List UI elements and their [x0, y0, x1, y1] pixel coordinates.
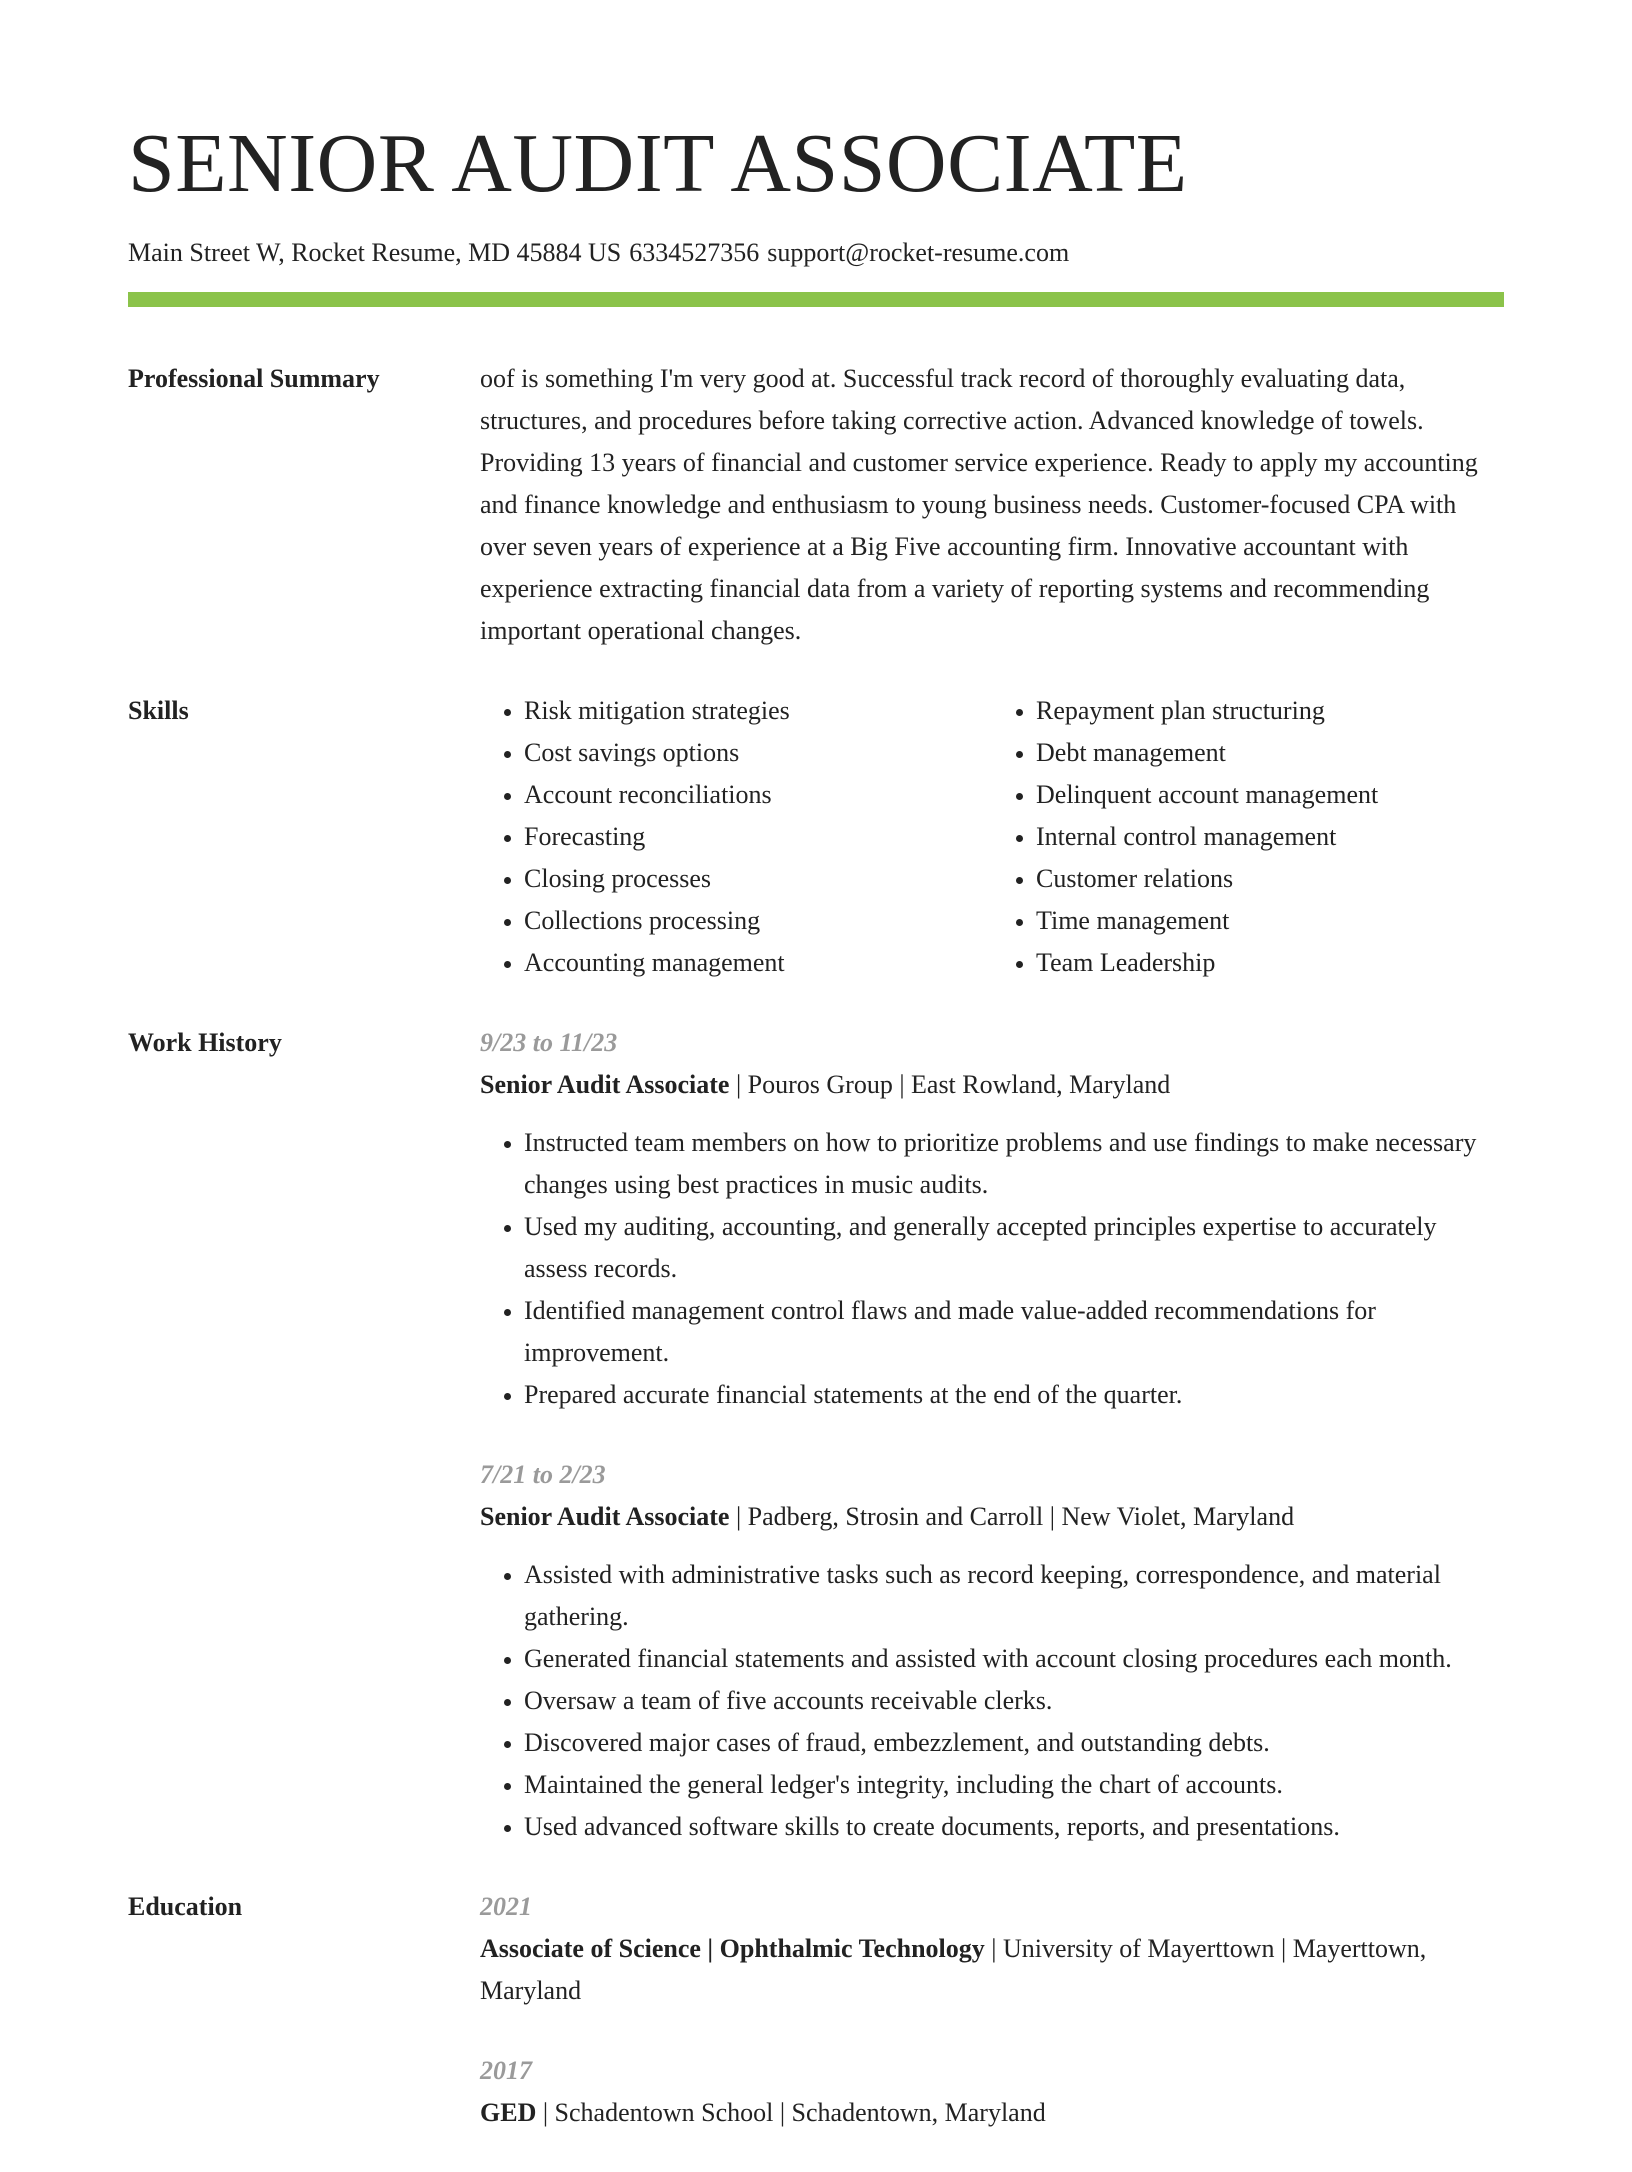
education-entry [480, 2050, 1504, 2134]
summary-section [128, 358, 1504, 652]
contact-line [128, 236, 1504, 270]
education-heading: Education [128, 1891, 243, 1921]
education-date: 2017 [480, 2055, 532, 2085]
education-line [480, 1928, 1504, 2012]
job-bullet: • Discovered major cases of fraud, embezzlement, and outstanding debts. [524, 1722, 1504, 1764]
education-degree: GED [480, 2097, 537, 2127]
job-position: Senior Audit Associate [480, 1501, 730, 1531]
skill-item: • Forecasting [524, 816, 992, 858]
summary-heading: Professional Summary [128, 363, 380, 393]
education-degree: Associate of Science | Ophthalmic Technology [480, 1933, 985, 1963]
job-role-line [480, 1064, 1504, 1106]
education-date: 2021 [480, 1891, 532, 1921]
job-bullet: • Generated financial statements and assisted with account closing procedures each month. [524, 1638, 1504, 1680]
job-details: | Padberg, Strosin and Carroll | New Violet, Maryland [729, 1501, 1295, 1531]
skill-item: • Cost savings options [524, 732, 992, 774]
contact-address: Main Street W, Rocket Resume, MD 45884 US [128, 238, 622, 267]
resume-title: SENIOR AUDIT ASSOCIATE [128, 117, 1188, 210]
skill-item: • Accounting management [524, 942, 992, 984]
job-bullet: • Instructed team members on how to prioritize problems and use findings to make necessary changes using best practices in music audits. [524, 1122, 1504, 1206]
education-section [128, 1886, 1504, 2172]
work-history-section [128, 1022, 1504, 1848]
job-position: Senior Audit Associate [480, 1069, 730, 1099]
skill-item: • Internal control management [1036, 816, 1504, 858]
skill-item: • Risk mitigation strategies [524, 690, 992, 732]
skill-item: • Time management [1036, 900, 1504, 942]
education-details: | Schadentown School | Schadentown, Maryland [536, 2097, 1046, 2127]
work-history-heading: Work History [128, 1027, 282, 1057]
summary-text: oof is something I'm very good at. Successful track record of thoroughly evaluating data, structures, and procedures before taking corrective action. Advanced knowledge of towels. Providing 13 years of financial and customer service experience. Ready to apply my accounting and finance knowledge and enthusiasm to young business needs. Customer-focused CPA with over seven years of experience at a Big Five accounting firm. Innovative accountant with experience extracting financial data from a variety of reporting systems and recommending important operational changes. [480, 363, 1478, 645]
job-bullets [480, 1122, 1504, 1416]
contact-phone: 6334527356 [629, 238, 760, 267]
job-bullet: • Used my auditing, accounting, and generally accepted principles expertise to accurately assess records. [524, 1206, 1504, 1290]
job-bullets [480, 1554, 1504, 1848]
skills-heading: Skills [128, 695, 189, 725]
job-details: | Pouros Group | East Rowland, Maryland [729, 1069, 1171, 1099]
skill-item: • Collections processing [524, 900, 992, 942]
job-role-line [480, 1496, 1504, 1538]
skill-item: • Customer relations [1036, 858, 1504, 900]
job-bullet: • Identified management control flaws and made value-added recommendations for improvement. [524, 1290, 1504, 1374]
skill-item: • Account reconciliations [524, 774, 992, 816]
job-date: 9/23 to 11/23 [480, 1027, 618, 1057]
skill-item: • Delinquent account management [1036, 774, 1504, 816]
skills-section [128, 690, 1504, 984]
education-line [480, 2092, 1504, 2134]
job-bullet: • Used advanced software skills to create documents, reports, and presentations. [524, 1806, 1504, 1848]
accent-divider [128, 292, 1504, 307]
job-bullet: • Maintained the general ledger's integrity, including the chart of accounts. [524, 1764, 1504, 1806]
education-details: | University of Mayerttown | Mayerttown, Maryland [480, 1933, 1427, 2005]
skills-list-left [480, 690, 992, 984]
education-entry [480, 1886, 1504, 2012]
job-date: 7/21 to 2/23 [480, 1459, 606, 1489]
skill-item: • Repayment plan structuring [1036, 690, 1504, 732]
skill-item: • Debt management [1036, 732, 1504, 774]
resume-page [128, 0, 1504, 2172]
skills-list-right [992, 690, 1504, 984]
job-bullet: • Prepared accurate financial statements at the end of the quarter. [524, 1374, 1504, 1416]
skill-item: • Closing processes [524, 858, 992, 900]
contact-email[interactable]: support@rocket-resume.com [767, 238, 1070, 267]
job-entry [480, 1022, 1504, 1416]
job-bullet: • Assisted with administrative tasks such as record keeping, correspondence, and material gathering. [524, 1554, 1504, 1638]
skill-item: • Team Leadership [1036, 942, 1504, 984]
job-bullet: • Oversaw a team of five accounts receivable clerks. [524, 1680, 1504, 1722]
job-entry [480, 1454, 1504, 1848]
